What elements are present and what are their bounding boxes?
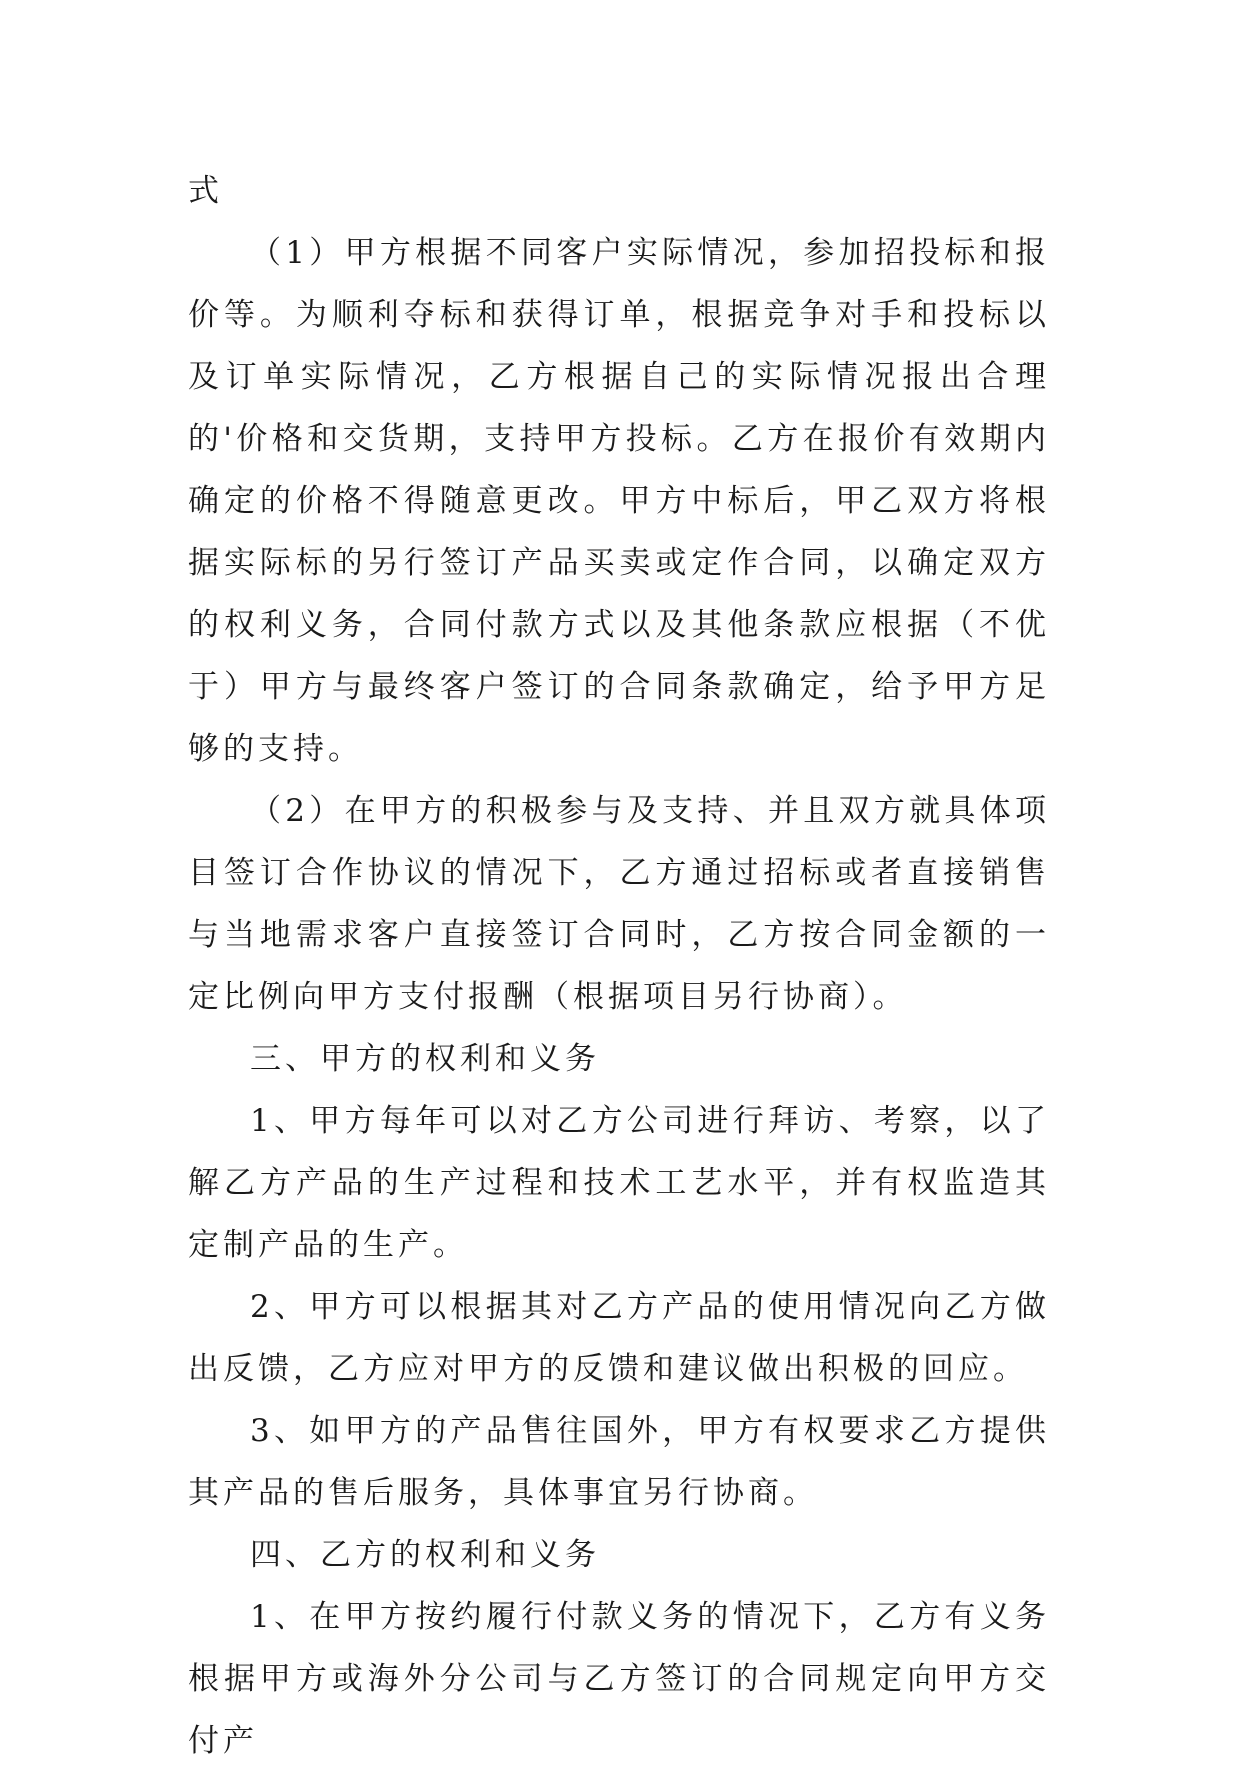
section-heading-party-b: 四、乙方的权利和义务	[250, 1537, 600, 1573]
paragraph-party-a-item-1: 1、甲方每年可以对乙方公司进行拜访、考察，以了解乙方产品的生产过程和技术工艺水平，并有权监造其定制产品的生产。	[188, 1103, 1050, 1263]
document-body	[188, 160, 1050, 1772]
section-heading-party-a: 三、甲方的权利和义务	[250, 1041, 600, 1077]
paragraph-continuation: 式	[188, 173, 223, 209]
paragraph-party-b-item-1: 1、在甲方按约履行付款义务的情况下，乙方有义务根据甲方或海外分公司与乙方签订的合同规定向甲方交付产	[188, 1599, 1050, 1759]
paragraph-clause-2: （2）在甲方的积极参与及支持、并且双方就具体项目签订合作协议的情况下，乙方通过招标或者直接销售与当地需求客户直接签订合同时，乙方按合同金额的一定比例向甲方支付报酬（根据项目另行协商）。	[188, 793, 1050, 1015]
paragraph-clause-1: （1）甲方根据不同客户实际情况，参加招投标和报价等。为顺利夺标和获得订单，根据竞争对手和投标以及订单实际情况，乙方根据自己的实际情况报出合理的'价格和交货期，支持甲方投标。乙方在报价有效期内确定的价格不得随意更改。甲方中标后，甲乙双方将根据实际标的另行签订产品买卖或定作合同，以确定双方的权利义务，合同付款方式以及其他条款应根据（不优于）甲方与最终客户签订的合同条款确定，给予甲方足够的支持。	[188, 235, 1050, 767]
paragraph-party-a-item-3: 3、如甲方的产品售往国外，甲方有权要求乙方提供其产品的售后服务，具体事宜另行协商。	[188, 1413, 1050, 1511]
paragraph-party-a-item-2: 2、甲方可以根据其对乙方产品的使用情况向乙方做出反馈，乙方应对甲方的反馈和建议做出积极的回应。	[188, 1289, 1050, 1387]
